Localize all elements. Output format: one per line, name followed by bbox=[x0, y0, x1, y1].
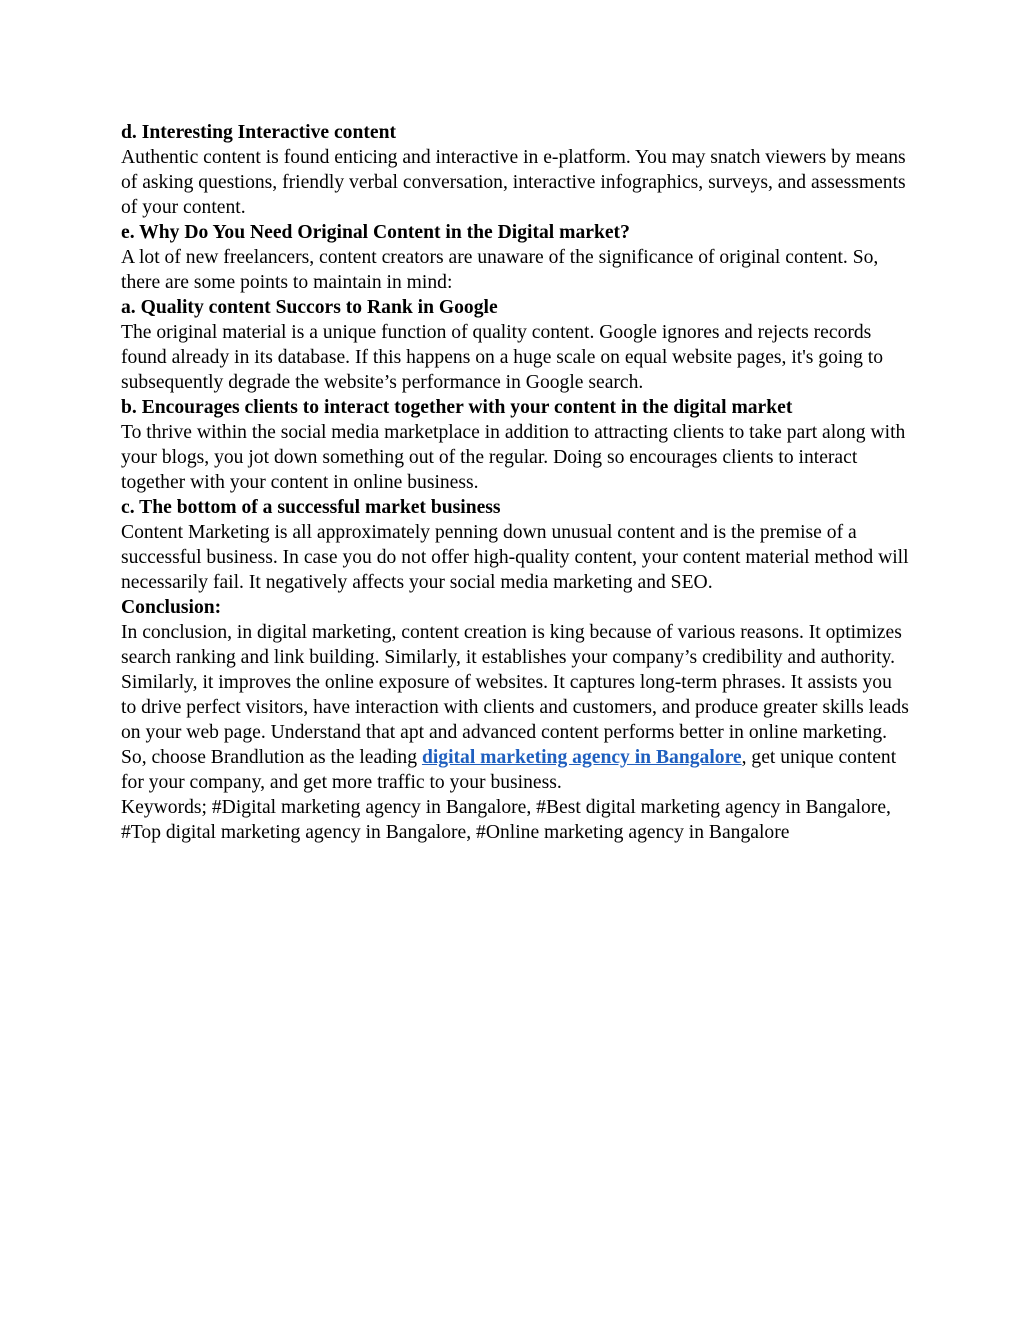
section-heading-conclusion: Conclusion: bbox=[121, 597, 222, 618]
section-heading-encourages-clients: b. Encourages clients to interact together with your content in the digital market bbox=[121, 397, 793, 418]
section-heading-original-content: e. Why Do You Need Original Content in the Digital market? bbox=[121, 222, 630, 243]
section-heading-interactive-content: d. Interesting Interactive content bbox=[121, 122, 396, 143]
section-heading-rank-in-google: a. Quality content Succors to Rank in Google bbox=[121, 297, 498, 318]
closing-text-before: So, choose Brandlution as the leading bbox=[121, 747, 422, 768]
section-body-original-content: A lot of new freelancers, content creators are unaware of the significance of original content. So, there are some points to maintain in mind: bbox=[121, 247, 879, 293]
keywords-paragraph: Keywords; #Digital marketing agency in Bangalore, #Best digital marketing agency in Bangalore, #Top digital marketing agency in Bangalore, #Online marketing agency in Bangalore bbox=[121, 797, 891, 843]
closing-text-after: , get unique content for your company, and get more traffic to your business. bbox=[121, 747, 897, 793]
section-body-successful-business: Content Marketing is all approximately penning down unusual content and is the premise of a successful business. In case you do not offer high-quality content, your content material method will necessarily fail. It negatively affects your social media marketing and SEO. bbox=[121, 522, 909, 593]
closing-paragraph bbox=[121, 745, 911, 795]
section-heading-successful-business: c. The bottom of a successful market business bbox=[121, 497, 501, 518]
section-body-conclusion: In conclusion, in digital marketing, content creation is king because of various reasons. It optimizes search ranking and link building. Similarly, it establishes your company’s credibility and authority. Similarly, it improves the online exposure of websites. It captures long-term phrases. It assists you to drive perfect visitors, have interaction with clients and customers, and produce greater skills leads on your web page. Understand that apt and advanced content performs better in online marketing. bbox=[121, 622, 909, 743]
section-body-encourages-clients: To thrive within the social media marketplace in addition to attracting clients to take part along with your blogs, you jot down something out of the regular. Doing so encourages clients to interact together with your content in online business. bbox=[121, 422, 906, 493]
document-page bbox=[121, 120, 911, 845]
section-body-interactive-content: Authentic content is found enticing and interactive in e-platform. You may snatch viewers by means of asking questions, friendly verbal conversation, interactive infographics, surveys, and assessments of your content. bbox=[121, 147, 906, 218]
agency-link[interactable]: digital marketing agency in Bangalore bbox=[421, 747, 742, 768]
section-body-rank-in-google: The original material is a unique function of quality content. Google ignores and rejects records found already in its database. If this happens on a huge scale on equal website pages, it's going to subsequently degrade the website’s performance in Google search. bbox=[121, 322, 884, 393]
